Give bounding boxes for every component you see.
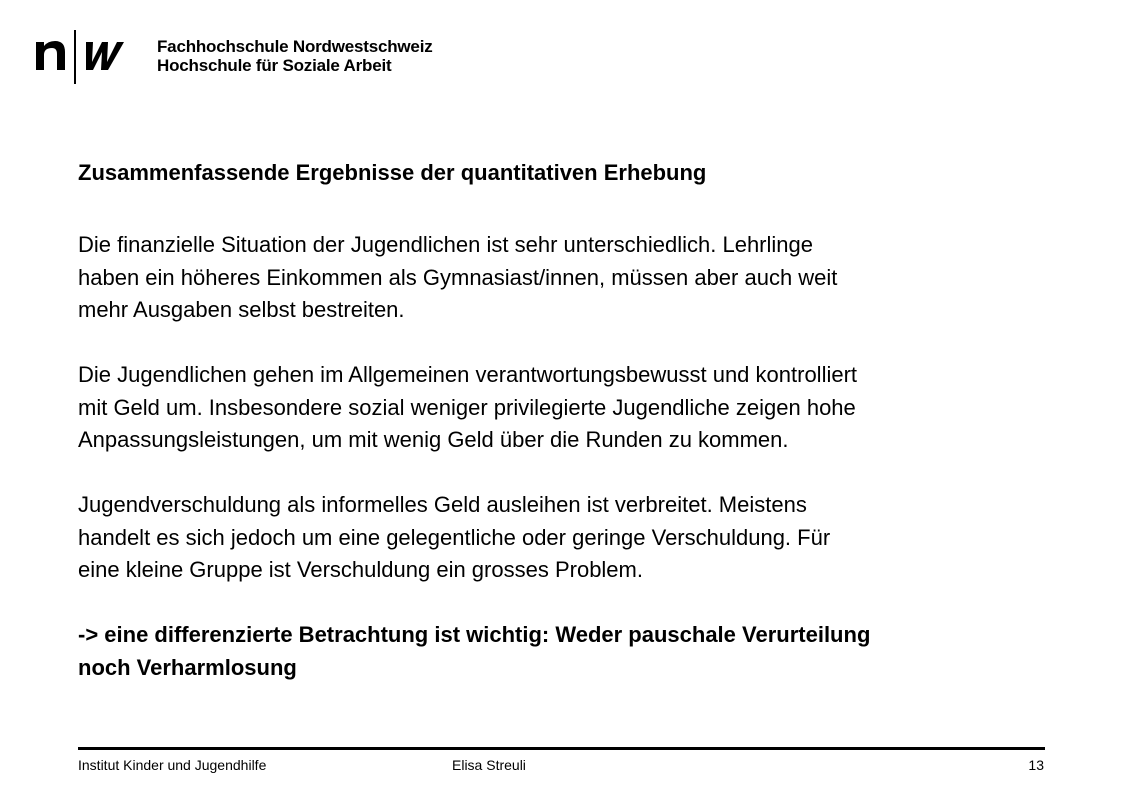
text-line: haben ein höheres Einkommen als Gymnasiast/innen, müssen aber auch weit <box>78 264 838 290</box>
institution-line-2: Hochschule für Soziale Arbeit <box>157 56 392 75</box>
paragraph-youth-debt <box>78 489 1078 587</box>
footer-divider <box>78 747 1045 750</box>
text-line: mit Geld um. Insbesondere sozial weniger privilegierte Jugendliche zeigen hohe <box>78 394 856 420</box>
slide-content <box>78 229 1078 684</box>
text-line: handelt es sich jedoch um eine gelegentliche oder geringe Verschuldung. Für <box>78 524 831 550</box>
conclusion <box>78 619 1078 684</box>
text-line: Anpassungsleistungen, um mit wenig Geld über die Runden zu kommen. <box>78 427 789 452</box>
conclusion-line: -> eine differenzierte Betrachtung ist wichtig: Weder pauschale Verurteilung <box>78 622 871 647</box>
footer-author: Elisa Streuli <box>452 757 526 773</box>
text-line: Die finanzielle Situation der Jugendlichen ist sehr unterschiedlich. Lehrlinge <box>78 232 813 257</box>
paragraph-financial-situation <box>78 229 1078 327</box>
slide-title: Zusammenfassende Ergebnisse der quantitativen Erhebung <box>78 160 707 185</box>
fhnw-logo <box>34 28 134 86</box>
paragraph-money-handling <box>78 359 1078 457</box>
text-line: Die Jugendlichen gehen im Allgemeinen verantwortungsbewusst und kontrolliert <box>78 362 858 387</box>
conclusion-line: noch Verharmlosung <box>78 654 297 680</box>
text-line: eine kleine Gruppe ist Verschuldung ein grosses Problem. <box>78 557 643 582</box>
page-number: 13 <box>1028 757 1044 773</box>
text-line: Jugendverschuldung als informelles Geld ausleihen ist verbreitet. Meistens <box>78 492 807 517</box>
institution-line-1: Fachhochschule Nordwestschweiz <box>157 37 433 56</box>
text-line: mehr Ausgaben selbst bestreiten. <box>78 297 405 322</box>
institution-name <box>157 37 433 75</box>
footer-institute: Institut Kinder und Jugendhilfe <box>78 757 267 773</box>
